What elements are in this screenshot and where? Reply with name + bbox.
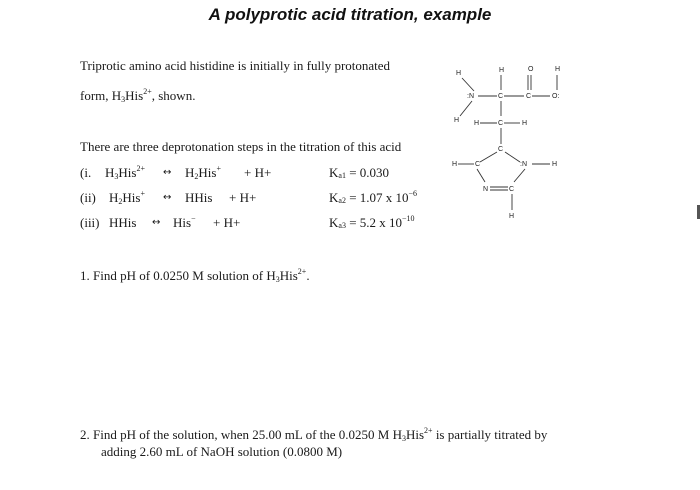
- atom-h: H: [499, 67, 505, 74]
- step-label: (ii): [80, 190, 96, 205]
- step-reactant: $H_2His^+$: [109, 189, 145, 206]
- bond: [477, 169, 485, 182]
- step-product: HHis: [185, 190, 213, 205]
- step-product: $H_2His^+$: [185, 164, 221, 181]
- atom-h: H: [456, 70, 462, 77]
- atom-n-ring-h: :N: [520, 161, 527, 168]
- atom-c: C: [498, 146, 504, 153]
- bond: [514, 169, 525, 182]
- step-label: (iii): [80, 215, 100, 230]
- atom-h: H: [454, 117, 460, 124]
- step-proton: + H+: [229, 190, 257, 205]
- atom-h: H: [555, 66, 561, 73]
- step-k: Ka3 = 5.2 x $10^{-10}$: [329, 214, 415, 230]
- atom-c: C: [526, 93, 532, 100]
- atom-h: H: [509, 213, 515, 220]
- atom-n-amine: :N: [467, 93, 474, 100]
- atom-h: H: [474, 120, 480, 127]
- bond: [480, 152, 497, 162]
- atom-c: C: [498, 120, 504, 127]
- step-k: Ka1 = 0.030: [329, 165, 390, 180]
- intro-line-1: Triprotic amino acid histidine is initially in fully protonated: [80, 58, 391, 73]
- page-title: A polyprotic acid titration, example: [208, 5, 492, 24]
- question-2-line-1: 2. Find pH of the solution, when 25.00 mL of the 0.0250 M $H_3His^{2+}$ is partially titrated by: [80, 426, 548, 443]
- equilibrium-arrow-icon: ↔: [152, 217, 161, 228]
- step-k: Ka2 = 1.07 x $10^{-6}$: [329, 189, 418, 205]
- step-label: (i.: [80, 165, 92, 180]
- step-product: His−: [173, 214, 196, 230]
- equilibrium-arrow-icon: ↔: [163, 192, 172, 203]
- atom-o: O: [528, 66, 534, 73]
- histidine-structure-diagram: [440, 58, 580, 228]
- question-2-line-2: adding 2.60 mL of NaOH solution (0.0800 M): [101, 444, 343, 459]
- atom-h: H: [522, 120, 528, 127]
- question-1: 1. Find pH of 0.0250 M solution of $H_3His^{2+}$.: [80, 267, 310, 284]
- equilibrium-arrow-icon: ↔: [163, 167, 172, 178]
- step-reactant: HHis: [109, 215, 137, 230]
- step-proton: + H+: [244, 165, 272, 180]
- atom-h: H: [552, 161, 558, 168]
- atom-n-ring: N: [483, 186, 489, 193]
- steps-intro: There are three deprotonation steps in the titration of this acid: [80, 139, 402, 154]
- intro-line-2: form, $H_3His^{2+}$, shown.: [80, 87, 196, 104]
- atom-c: C: [498, 93, 504, 100]
- atom-c: C: [509, 186, 515, 193]
- step-reactant: $H_3His^{2+}$: [105, 164, 145, 181]
- bond: [460, 101, 472, 116]
- step-proton: + H+: [213, 215, 241, 230]
- bond: [505, 152, 520, 162]
- atom-c: C: [475, 161, 481, 168]
- atom-o-single: O:: [552, 93, 560, 100]
- atom-h: H: [452, 161, 458, 168]
- bond: [462, 78, 474, 91]
